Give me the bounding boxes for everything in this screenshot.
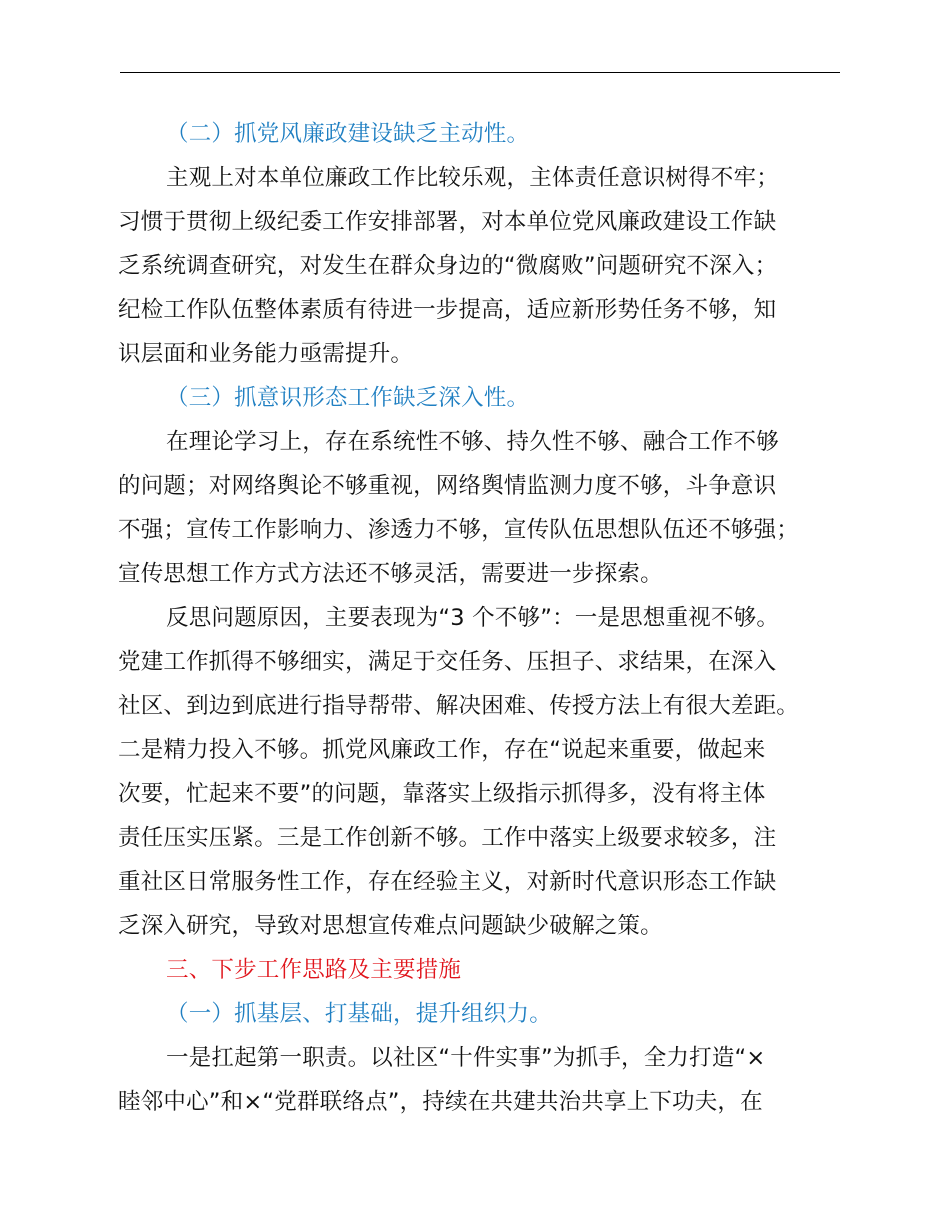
paragraph-line: 主观上对本单位廉政工作比较乐观，主体责任意识树得不牢；	[166, 165, 779, 191]
paragraph-line: 乏深入研究，导致对思想宣传难点问题缺少破解之策。	[118, 913, 663, 939]
paragraph-line: 乏系统调查研究，对发生在群众身边的“微腐败”问题研究不深入；	[118, 253, 778, 279]
paragraph-line: 社区、到边到底进行指导帮带、解决困难、传授方法上有很大差距。	[118, 693, 800, 719]
subsection-heading: （三）抓意识形态工作缺乏深入性。	[166, 385, 530, 411]
document-body	[118, 112, 844, 1124]
paragraph-line: 的问题；对网络舆论不够重视，网络舆情监测力度不够，斗争意识	[118, 473, 777, 499]
paragraph-line: 二是精力投入不够。抓党风廉政工作，存在“说起来重要，做起来	[118, 737, 766, 763]
paragraph-line: 宣传思想工作方式方法还不够灵活，需要进一步探索。	[118, 561, 663, 587]
header-rule	[120, 72, 840, 73]
paragraph-line: 党建工作抓得不够细实，满足于交任务、压担子、求结果，在深入	[118, 649, 777, 675]
paragraph-line: 责任压实压紧。三是工作创新不够。工作中落实上级要求较多，注	[118, 825, 777, 851]
paragraph-line: 重社区日常服务性工作，存在经验主义，对新时代意识形态工作缺	[118, 869, 777, 895]
paragraph-line: 次要，忙起来不要”的问题，靠落实上级指示抓得多，没有将主体	[118, 781, 766, 807]
paragraph-line: 识层面和业务能力亟需提升。	[118, 341, 414, 367]
paragraph-line: 在理论学习上，存在系统性不够、持久性不够、融合工作不够	[166, 429, 779, 455]
paragraph-line: 不强；宣传工作影响力、渗透力不够，宣传队伍思想队伍还不够强；	[118, 517, 800, 543]
paragraph-line: 反思问题原因，主要表现为“3 个不够”：一是思想重视不够。	[166, 605, 780, 631]
paragraph-line: 一是扛起第一职责。以社区“十件实事”为抓手，全力打造“×	[166, 1045, 766, 1071]
subsection-heading: （二）抓党风廉政建设缺乏主动性。	[166, 121, 530, 147]
section-heading: 三、下步工作思路及主要措施	[166, 957, 462, 983]
paragraph-line: 习惯于贯彻上级纪委工作安排部署，对本单位党风廉政建设工作缺	[118, 209, 777, 235]
paragraph-line: 睦邻中心”和×“党群联络点”，持续在共建共治共享上下功夫，在	[118, 1089, 763, 1115]
subsection-heading: （一）抓基层、打基础，提升组织力。	[166, 1001, 552, 1027]
paragraph-line: 纪检工作队伍整体素质有待进一步提高，适应新形势任务不够，知	[118, 297, 777, 323]
